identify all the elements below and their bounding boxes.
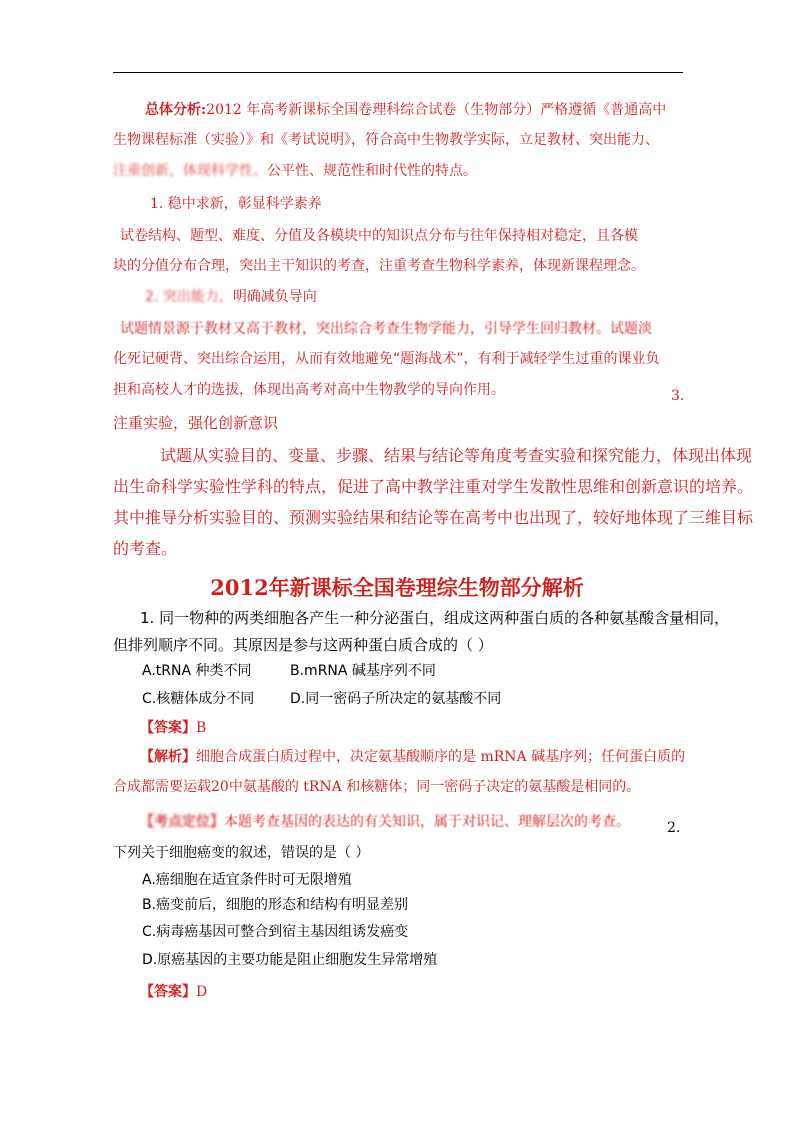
q2-option-c: C.病毒癌基因可整合到宿主基因组诱发癌变: [142, 924, 409, 940]
section-3-text-3: 其中推导分析实验目的、预测实验结果和结论等在高考中也出现了，较好地体现了三维目标: [113, 508, 754, 527]
section-3-title: 注重实验，强化创新意识: [113, 414, 279, 432]
summary-line-1: 2012 年高考新课标全国卷理科综合试卷（生物部分）严格遵循《普通高中: [206, 102, 667, 118]
section-2-title-b: 明确减负导向: [232, 289, 317, 305]
q1-stem-1: 1. 同一物种的两类细胞各产生一种分泌蛋白，组成这两种蛋白质的各种氨基酸含量相同，: [140, 609, 730, 627]
q2-stem: 下列关于细胞癌变的叙述，错误的是（ ）: [113, 845, 370, 861]
section-2-text-1: 试题情景源于教材又高于教材，突出综合考查生物学能力，引导学生回归教材。试题淡: [120, 321, 652, 337]
q1-option-c: C.核糖体成分不同: [142, 691, 255, 707]
q1-answer: [140, 721, 206, 735]
section-2-text-3: 担和高校人才的选拔，体现出高考对高中生物教学的导向作用。: [113, 382, 505, 398]
q1-answer-value: B: [196, 720, 207, 736]
q2-option-b: B.癌变前后，细胞的形态和结构有明显差别: [142, 897, 409, 913]
q2-answer-value: D: [196, 984, 208, 1000]
summary-line-3a: 注重创新，体现科学性、: [113, 163, 267, 179]
q1-stem-2: 但排列顺序不同。其原因是参与这两种蛋白质合成的（ ）: [113, 636, 493, 654]
section-3-text-2: 出生命科学实验性学科的特点，促进了高中教学注重对学生发散性思维和创新意识的培养。: [113, 477, 754, 496]
q2-option-d: D.原癌基因的主要功能是阻止细胞发生异常增殖: [142, 952, 438, 968]
q1-point-label: 【考点定位】: [140, 814, 224, 830]
summary-paragraph: [145, 103, 666, 117]
section-2-text-2: 化死记硬背、突出综合运用，从而有效地避免“题海战术”，有利于减轻学生过重的课业负: [113, 351, 660, 367]
q1-option-a: A.tRNA 种类不同: [142, 663, 252, 679]
header-rule: [113, 72, 683, 73]
summary-line-2: 生物课程标准（实验）》和《考试说明》，符合高中生物教学实际，立足教材、突出能力、: [113, 132, 659, 148]
section-3-text-1: 试题从实验目的、变量、步骤、结果与结论等角度考查实验和探究能力，体现出体现: [160, 446, 753, 465]
q1-analysis-label: 【解析】: [140, 749, 196, 765]
q2-answer-label: 【答案】: [140, 984, 196, 1000]
summary-line-3: [113, 164, 477, 178]
section-1-text-1: 试卷结构、题型、难度、分值及各模块中的知识点分布与往年保持相对稳定，且各模: [120, 228, 638, 244]
section-3-number: 3.: [671, 388, 685, 404]
section-1-title: 1. 稳中求新，彰显科学素养: [150, 196, 322, 212]
q1-answer-label: 【答案】: [140, 720, 196, 736]
section-2-title-a: 2. 突出能力，: [145, 289, 233, 305]
section-1-text-2: 块的分值分布合理，突出主干知识的考查，注重考查生物科学素养，体现新课程理念。: [113, 258, 645, 274]
section-3-text-4: 的考查。: [113, 539, 178, 558]
q2-answer: [140, 985, 207, 999]
summary-line-3b: 公平性、规范性和时代性的特点。: [267, 163, 477, 179]
summary-heading: 总体分析:: [145, 102, 207, 118]
q1-option-d: D.同一密码子所决定的氨基酸不同: [290, 691, 502, 707]
section-2-title: [145, 290, 317, 304]
page-title: 2012年新课标全国卷理综生物部分解析: [210, 575, 584, 600]
q2-number: 2.: [667, 820, 681, 836]
q1-analysis-line-1: 细胞合成蛋白质过程中，决定氨基酸顺序的是 mRNA 碱基序列；任何蛋白质的: [196, 749, 686, 765]
q1-option-b: B.mRNA 碱基序列不同: [290, 663, 436, 679]
q2-option-a: A.癌细胞在适宜条件时可无限增殖: [142, 872, 352, 888]
q1-point-text: 本题考查基因的表达的有关知识，属于对识记、理解层次的考查。: [224, 814, 630, 830]
q1-analysis-line-2: 合成都需要运载20中氨基酸的 tRNA 和核糖体；同一密码子决定的氨基酸是相同的。: [113, 779, 641, 795]
q1-analysis: [140, 750, 685, 764]
q1-point: [140, 815, 630, 829]
